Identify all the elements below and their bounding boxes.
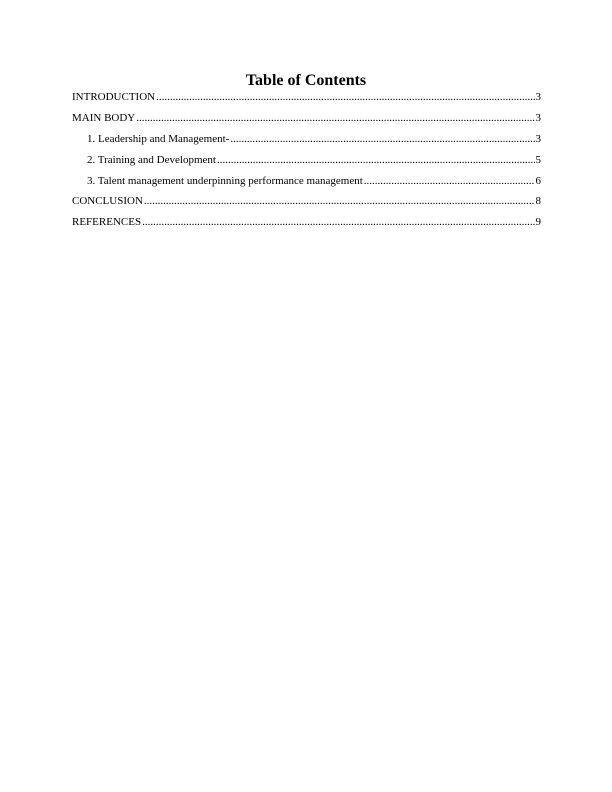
toc-entry-page: 3	[535, 133, 541, 145]
toc-entry-conclusion[interactable]	[72, 194, 541, 208]
toc-entry-label: 1. Leadership and Management-	[87, 133, 230, 145]
toc-entry-page: 8	[535, 195, 541, 207]
toc-entry-label: CONCLUSION	[72, 195, 143, 207]
toc-entry-page: 9	[535, 216, 541, 228]
toc-entry-page: 3	[535, 112, 541, 124]
toc-dot-leader	[136, 111, 534, 125]
toc-dot-leader	[364, 174, 535, 188]
toc-dot-leader	[230, 132, 534, 146]
toc-entry-training[interactable]	[72, 153, 541, 167]
toc-dot-leader	[217, 153, 535, 167]
toc-entry-page: 3	[535, 91, 541, 103]
toc-entry-leadership[interactable]	[72, 132, 541, 146]
toc-entry-label: 2. Training and Development	[87, 154, 216, 166]
toc-entry-talent-management[interactable]	[72, 174, 541, 188]
toc-dot-leader	[142, 215, 534, 229]
toc-entry-label: REFERENCES	[72, 216, 142, 228]
toc-dot-leader	[144, 194, 535, 208]
toc-entry-page: 6	[535, 175, 541, 187]
toc-entry-introduction[interactable]	[72, 90, 541, 104]
toc-entry-page: 5	[535, 154, 541, 166]
toc-entry-main-body[interactable]	[72, 111, 541, 125]
toc-entry-label: 3. Talent management underpinning performance management	[87, 175, 363, 187]
toc-entry-references[interactable]	[72, 215, 541, 229]
toc-dot-leader	[156, 90, 534, 104]
toc-list	[72, 90, 541, 236]
toc-entry-label: MAIN BODY	[72, 112, 136, 124]
toc-title: Table of Contents	[245, 72, 367, 89]
toc-entry-label: INTRODUCTION	[72, 91, 156, 103]
